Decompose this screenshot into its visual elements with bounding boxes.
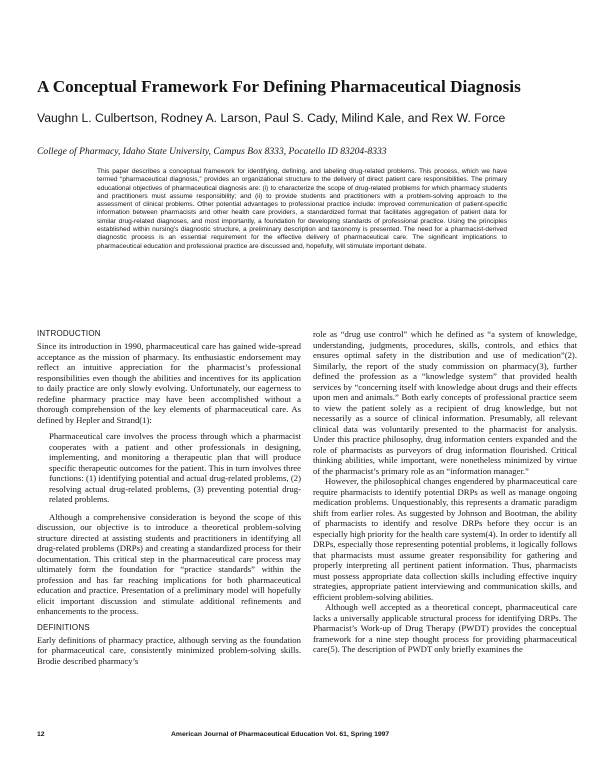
right-column: [313, 329, 577, 655]
block-quote: Pharmaceutical care involves the process through which a pharmacist cooperates with a patient and other professionals in designing, implementing, and monitoring a therapeutic plan that will produce specific therapeutic outcomes for the patient. This in turn involves three functions: (1) identifying potential and actual drug-related problems, (2) resolving actual drug-related problems, (3) preventing potential drug-related problems.: [49, 431, 301, 504]
page-number: 12: [37, 731, 45, 738]
section-heading-introduction: INTRODUCTION: [37, 329, 101, 338]
section-heading-definitions: DEFINITIONS: [37, 622, 90, 632]
article-title: A Conceptual Framework For Defining Pharmaceutical Diagnosis: [37, 77, 521, 96]
page-footer: [37, 731, 575, 743]
journal-citation: American Journal of Pharmaceutical Education Vol. 61, Spring 1997: [171, 731, 390, 738]
author-list: Vaughn L. Culbertson, Rodney A. Larson, Paul S. Cady, Milind Kale, and Rex W. Force: [37, 111, 506, 125]
left-column: [37, 329, 301, 666]
paragraph: Since its introduction in 1990, pharmaceutical care has gained wide-spread acceptance as the mission of pharmacy. Its enthusiastic endorsement may reflect an intuitive appreciation for the pharmacist’s professional responsibilities even though the abilities and incentives for its application to daily practice are only slowly evolving. Unfortunately, our eagerness to redefine pharmacy practice may have been accomplished without a thorough comprehension of the key elements of pharmaceutical care. As defined by Hepler and Strand(1):: [37, 341, 301, 425]
paragraph: However, the philosophical changes engendered by pharmaceutical care require pharmacists to identify potential DRPs as well as manage ongoing medication problems. Unquestionably, this represents a dramatic paradigm shift from earlier roles. As suggested by Johnson and Bootman, the ability of pharmacists to identify and resolve DRPs before they occur is an especially high priority for the health care system(4). In order to identify all DRPs, especially those representing potential problems, it logically follows that pharmacists must assume greater responsibility for gathering and properly interpreting all pertinent patient information. Thus, pharmacists must possess appropriate data collection skills including effective inquiry strategies, appropriate patient interviewing and communication skills, and efficient problem-solving abilities.: [313, 476, 577, 602]
paragraph: Although a comprehensive consideration is beyond the scope of this discussion, our objective is to introduce a theoretical problem-solving structure directed at assisting students and practitioners in identifying all drug-related problems (DRPs) and creating a standardized process for their documentation. This critical step in the pharmaceutical care process may ultimately form the foundation for “practice standards” within the profession and has far reaching implications for both pharmaceutical education and practice. Presentation of a preliminary model will hopefully elicit important discussion and stimulate additional refinements and enhancements to the process.: [37, 511, 301, 616]
paragraph: Although well accepted as a theoretical concept, pharmaceutical care lacks a universally applicable structural process for identifying DRPs. The Pharmacist’s Work-up of Drug Therapy (PWDT) provides the conceptual framework for a nine step thought process for providing pharmaceutical care(5). The description of PWDT only briefly examines the: [313, 602, 577, 654]
affiliation: College of Pharmacy, Idaho State University, Campus Box 8333, Pocatello ID 83204-8333: [37, 146, 387, 157]
paragraph: Early definitions of pharmacy practice, although serving as the foundation for pharmaceutical care, consistently minimized problem-solving skills. Brodie described pharmacy’s: [37, 634, 301, 666]
paragraph: role as “drug use control” which he defined as “a system of knowledge, understanding, judgments, procedures, skills, controls, and ethics that ensures optimal safety in the distribution and use of medication”(2). Similarly, the report of the study commission on pharmacy(3), further defined the profession as a “knowledge system” that provided health services by “concerning itself with knowledge about drugs and their effects upon men and animals.” Both early concepts of professional practice seem to view the patient solely as a recipient of drug knowledge, but not necessarily as a source of clinical information. Presumably, all relevant clinical data was voluntarily presented to the pharmacist for analysis. Under this practice philosophy, drug information centers expanded and the role of pharmacists as purveyors of drug information flourished. Critical thinking abilities, while important, were nonetheless minimized by virtue of the pharmacist’s primary role as an “information manager.”: [313, 329, 577, 476]
abstract: This paper describes a conceptual framework for identifying, defining, and labeling drug-related problems. This process, which we have termed “pharmaceutical diagnosis,” provides an organizational structure to the delivery of direct patient care responsibilities. The primary educational objectives of pharmaceutical diagnosis are: (i) to characterize the scope of drug-related problems for which pharmacy students and practitioners must assume responsibility; and (ii) to provide students and practitioners with a problem-solving approach to the assessment of clinical problems. Other potential advantages to professional practice include: improved communication of patient-specific information between pharmacists and other health care providers, a standardized format that facilitates aggregation of patient data for similar drug-related diagnoses, and most importantly, a foundation for developing standards of professional practice. Using the principles established within nursing’s diagnostic structure, a preliminary description and taxonomy is presented. The need for a pharmacist-derived diagnostic process is an essential requirement for the effective delivery of pharmaceutical care. The significant implications to pharmaceutical education and professional practice are discussed and, hopefully, will stimulate important debate.: [97, 168, 507, 250]
